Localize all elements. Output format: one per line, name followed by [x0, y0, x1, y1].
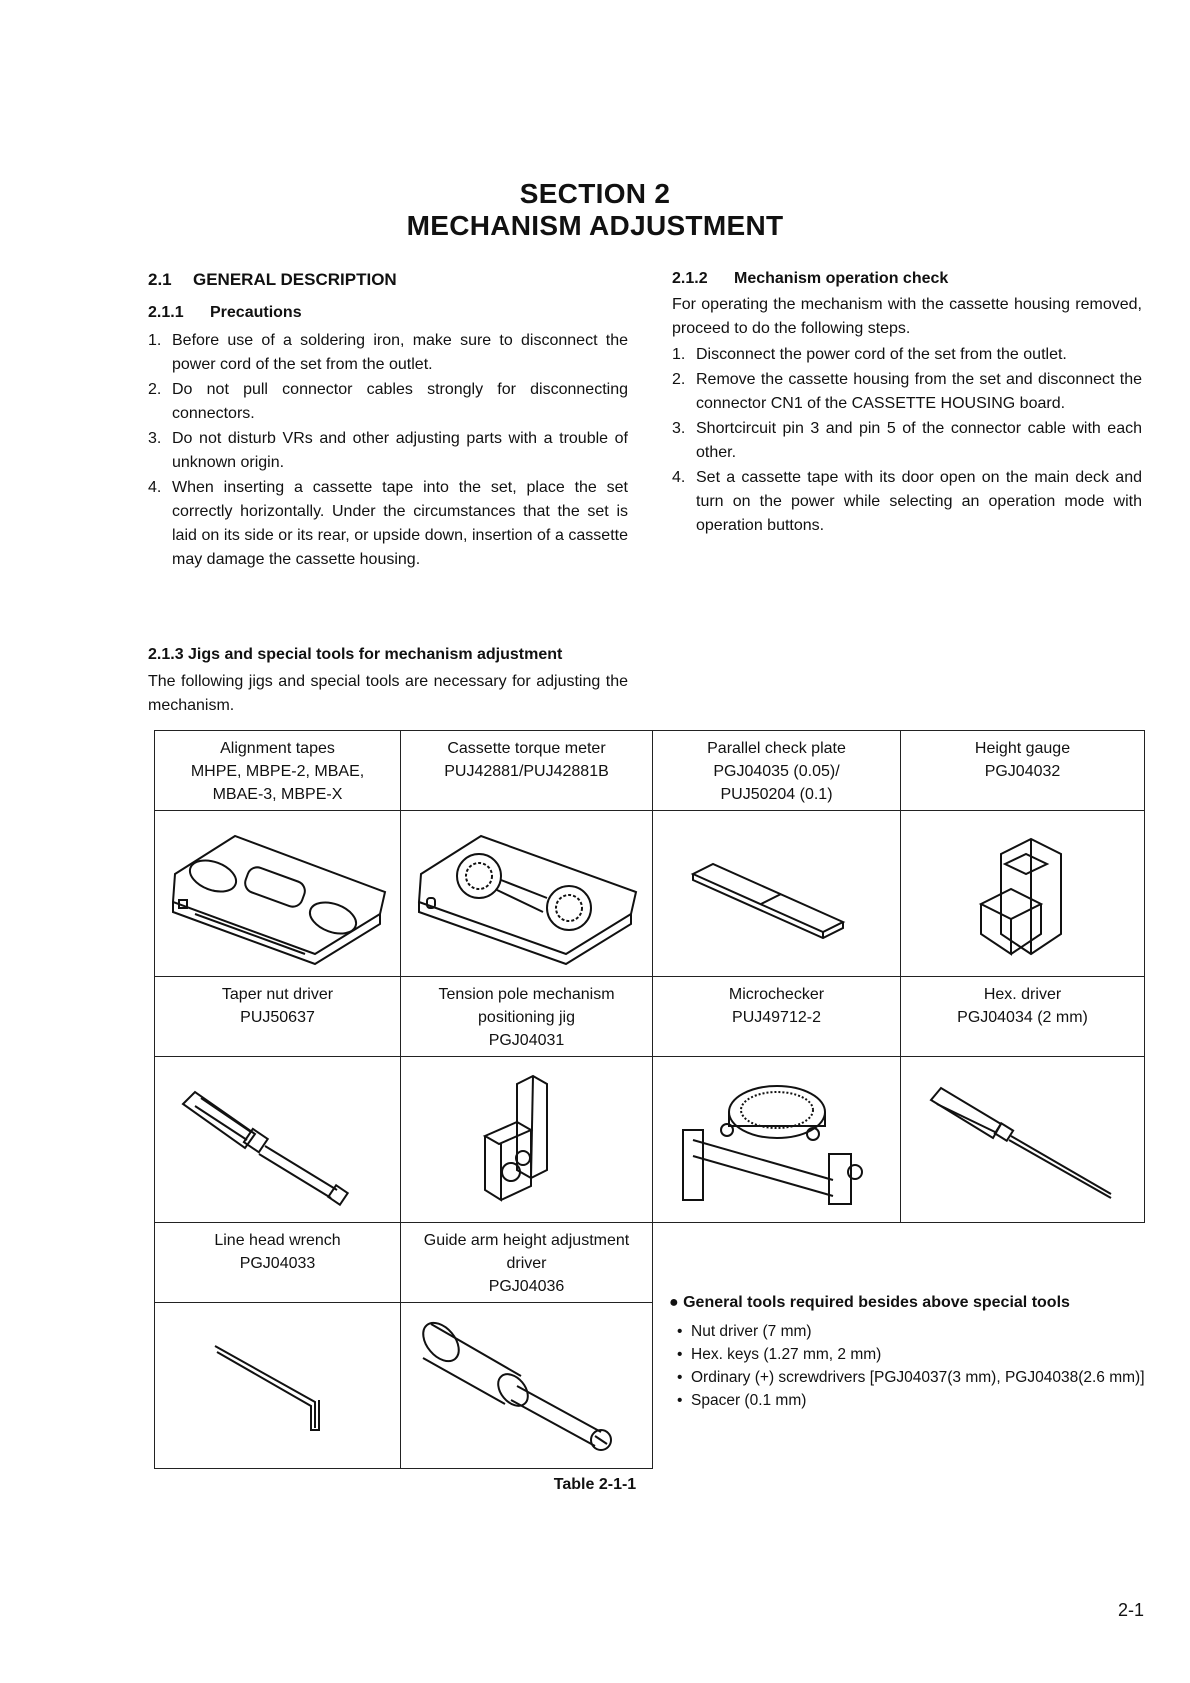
positioning-jig-icon [401, 1060, 647, 1220]
list-item: 1. Before use of a soldering iron, make sure to disconnect the power cord of the set from the outlet. [148, 332, 628, 373]
tool-picture-cell [901, 811, 1145, 977]
jigs-intro: The following jigs and special tools are necessary for adjusting the mechanism. [148, 673, 628, 714]
tool-picture-cell [401, 1057, 653, 1223]
heading-2-1-2: 2.1.2 Mechanism operation check [672, 270, 949, 287]
alignment-tape-icon [155, 814, 395, 974]
hex-driver-icon [901, 1060, 1141, 1220]
general-tools-cell [653, 1223, 1145, 1469]
tool-label-cell: Taper nut driver PUJ50637 [155, 977, 401, 1057]
tool-picture-cell [401, 1303, 653, 1469]
list-item: 2. Remove the cassette housing from the set and disconnect the connector CN1 of the CASSETTE HOUSING board. [672, 371, 1142, 412]
table-row [155, 977, 1145, 1057]
general-tools-list [669, 1320, 1145, 1412]
table-row [155, 1057, 1145, 1223]
tool-picture-cell [155, 1057, 401, 1223]
table-row [155, 731, 1145, 811]
torque-meter-icon [401, 814, 647, 974]
general-tools-title: ● General tools required besides above special tools [669, 1294, 1070, 1311]
line-head-wrench-icon [155, 1306, 395, 1466]
list-item: • Spacer (0.1 mm) [669, 1389, 1145, 1412]
operation-steps [672, 343, 1142, 538]
list-item: • Nut driver (7 mm) [669, 1320, 1145, 1343]
guide-arm-driver-icon [401, 1306, 647, 1466]
tool-label-cell: Line head wrench PGJ04033 [155, 1223, 401, 1303]
list-item: 3. Do not disturb VRs and other adjusting parts with a trouble of unknown origin. [148, 430, 628, 471]
tool-picture-cell [653, 1057, 901, 1223]
section-title: MECHANISM ADJUSTMENT [406, 210, 784, 241]
microchecker-icon [653, 1060, 893, 1220]
tool-label-cell: Cassette torque meter PUJ42881/PUJ42881B [401, 731, 653, 811]
tool-picture-cell [653, 811, 901, 977]
left-column [148, 270, 628, 573]
tool-picture-cell [901, 1057, 1145, 1223]
tool-picture-cell [401, 811, 653, 977]
list-item: 4. Set a cassette tape with its door open on the main deck and turn on the power while selecting an operation mode with operation buttons. [672, 469, 1142, 534]
heading-2-1: 2.1 GENERAL DESCRIPTION [148, 270, 397, 289]
tool-picture-cell [155, 1303, 401, 1469]
right-column [672, 270, 1142, 539]
table-row [155, 1223, 1145, 1303]
tool-label-cell: Parallel check plate PGJ04035 (0.05)/ PUJ50204 (0.1) [653, 731, 901, 811]
table-caption: Table 2-1-1 [553, 1476, 637, 1493]
tool-picture-cell [155, 811, 401, 977]
list-item: 3. Shortcircuit pin 3 and pin 5 of the connector cable with each other. [672, 420, 1142, 461]
tool-label-cell: Tension pole mechanism positioning jig PGJ04031 [401, 977, 653, 1057]
parallel-plate-icon [653, 814, 893, 974]
operation-intro: For operating the mechanism with the cassette housing removed, proceed to do the following steps. [672, 296, 1142, 337]
heading-2-1-1: 2.1.1 Precautions [148, 304, 302, 321]
tool-label-cell: Alignment tapes MHPE, MBPE-2, MBAE, MBAE-3, MBPE-X [155, 731, 401, 811]
precautions-list [148, 329, 628, 572]
list-item: • Hex. keys (1.27 mm, 2 mm) [669, 1343, 1145, 1366]
heading-2-1-3: 2.1.3 Jigs and special tools for mechanism adjustment [148, 646, 563, 663]
table-row [155, 811, 1145, 977]
tool-label-cell: Height gauge PGJ04032 [901, 731, 1145, 811]
tool-label-cell: Microchecker PUJ49712-2 [653, 977, 901, 1057]
section-label: SECTION 2 [519, 178, 671, 209]
list-item: 2. Do not pull connector cables strongly for disconnecting connectors. [148, 381, 628, 422]
tool-label-cell: Guide arm height adjustment driver PGJ04036 [401, 1223, 653, 1303]
tool-label-cell: Hex. driver PGJ04034 (2 mm) [901, 977, 1145, 1057]
nut-driver-icon [155, 1060, 395, 1220]
list-item: 1. Disconnect the power cord of the set from the outlet. [672, 346, 1067, 363]
jigs-section [148, 646, 628, 718]
list-item: • Ordinary (+) screwdrivers [PGJ04037(3 mm), PGJ04038(2.6 mm)] [669, 1366, 1145, 1389]
height-gauge-icon [901, 814, 1141, 974]
list-item: 4. When inserting a cassette tape into the set, place the set correctly horizontally. Under the circumstances that the set is laid on its side or its rear, or upside down, insertion of a cassette may damage the cassette housing. [148, 479, 628, 568]
page-number: 2-1 [1118, 1600, 1145, 1620]
tools-table [154, 730, 1145, 1469]
